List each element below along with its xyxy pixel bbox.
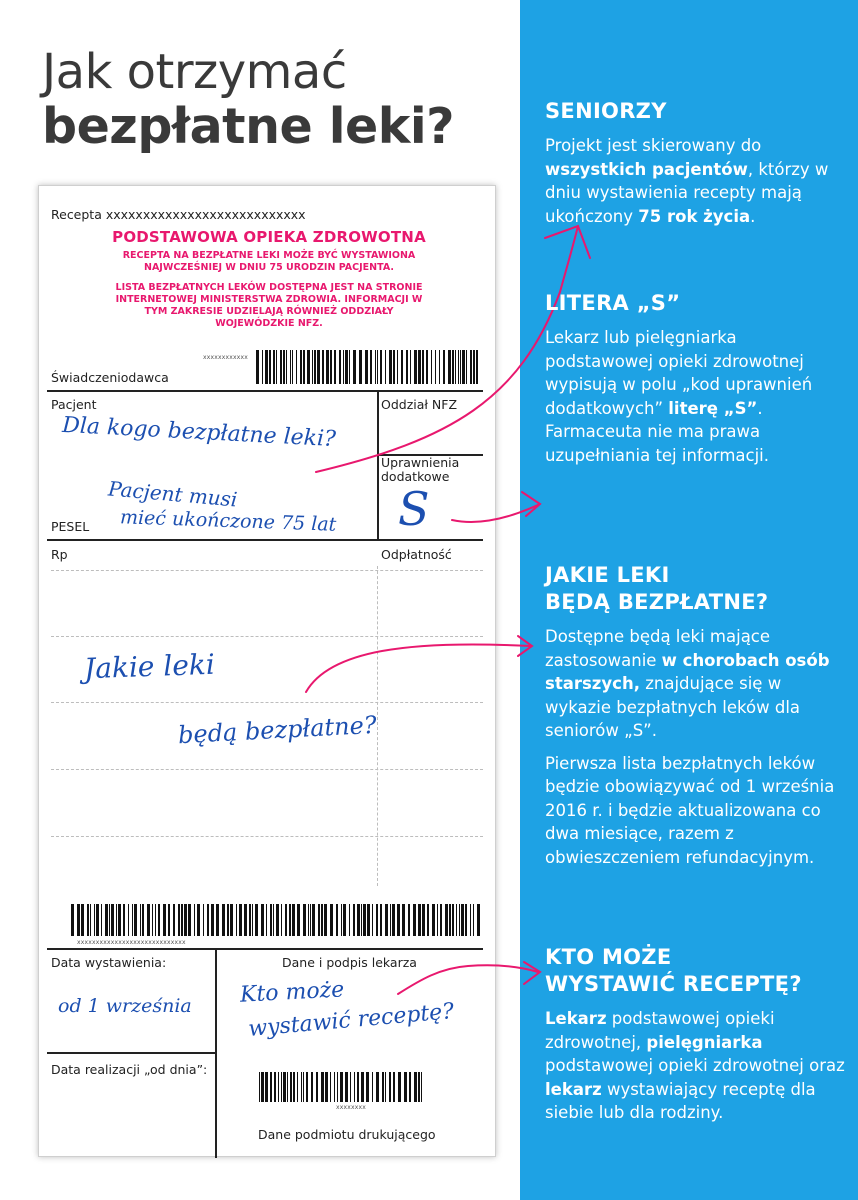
text-litera-1: Lekarz lub pielęgniarka podstawowej opieki zdrowotnej wypisują w polu „kod uprawnień dodatkowych” <box>545 328 813 418</box>
text-seniorzy-1: Projekt jest skierowany do <box>545 136 762 155</box>
barcode3-code: xxxxxxxx <box>336 1104 367 1111</box>
label-oddzial-nfz: Oddział NFZ <box>381 397 458 412</box>
text-litera-2: . Farmaceuta nie ma prawa uzupełniania tej informacji. <box>545 398 769 465</box>
label-dane-podmiotu: Dane podmiotu drukującego <box>258 1127 436 1142</box>
text-jakie-1: Dostępne będą leki mające zastosowanie <box>545 627 771 670</box>
label-odplatnosc: Odpłatność <box>381 547 452 562</box>
heading-seniorzy: SENIORZY <box>545 99 667 123</box>
text-litera-s <box>545 326 845 467</box>
arrow-kto <box>398 965 538 994</box>
text-kto-bold-3: lekarz <box>545 1079 602 1099</box>
arrow-litera-head <box>522 492 540 516</box>
handwriting-jakie-leki: Jakie leki <box>83 647 216 686</box>
text-kto-1: podstawowej opieki zdrowotnej, <box>545 1009 775 1052</box>
page-title-line2: bezpłatne leki? <box>42 98 455 155</box>
section-jakie-leki <box>545 562 845 869</box>
text-seniorzy <box>545 134 845 228</box>
text-seniorzy-2: , którzy w dniu wystawienia recepty mają ukończony <box>545 159 829 226</box>
arrow-kto-head <box>524 962 540 984</box>
text-litera-bold: literę „S” <box>668 398 758 418</box>
label-rp: Rp <box>51 547 68 562</box>
text-kto-2: podstawowej opieki zdrowotnej oraz <box>545 1056 845 1075</box>
text-kto-moze <box>545 1007 845 1125</box>
text-kto-3: wystawiający receptę dla siebie lub dla rodziny. <box>545 1079 816 1122</box>
text-kto-bold-2: pielęgniarka <box>646 1032 763 1052</box>
section-kto-moze <box>545 944 845 1125</box>
handwriting-beda-bezplatne: będą bezpłatne? <box>177 710 378 750</box>
recepta-number: Recepta xxxxxxxxxxxxxxxxxxxxxxxxxxx <box>51 207 306 222</box>
label-swiadczeniodawca: Świadczeniodawca <box>51 370 169 385</box>
text-jakie-leki <box>545 625 845 743</box>
text-jakie-bold: w chorobach osób starszych, <box>545 650 830 693</box>
text-seniorzy-bold-1: wszystkich pacjentów <box>545 159 748 179</box>
stamp-subtitle: RECEPTA NA BEZPŁATNE LEKI MOŻE BYĆ WYSTAWIONA NAJWCZEŚNIEJ W DNIU 75 URODZIN PACJENTA. <box>122 250 416 273</box>
label-data-realizacji: Data realizacji „od dnia”: <box>51 1062 208 1077</box>
page-title-line1: Jak otrzymać <box>42 44 347 100</box>
text-jakie-2: znajdujące się w wykazie bezpłatnych leków dla seniorów „S”. <box>545 674 801 740</box>
text-seniorzy-bold-2: 75 rok życia <box>638 206 751 226</box>
barcode2-code: xxxxxxxxxxxxxxxxxxxxxxxxxxxxx <box>77 939 186 946</box>
handwriting-s-letter: S <box>398 482 430 536</box>
arrow-seniorzy <box>316 226 578 472</box>
heading-kto-moze: KTO MOŻE WYSTAWIĆ RECEPTĘ? <box>545 945 802 996</box>
handwriting-pacjent-musi-2: mieć ukończone 75 lat <box>119 506 337 536</box>
arrow-litera <box>452 504 540 522</box>
stamp-title: PODSTAWOWA OPIEKA ZDROWOTNA <box>112 228 426 246</box>
barcode1-code: xxxxxxxxxxxx <box>203 354 249 361</box>
handwriting-wystawic-recepte: wystawić receptę? <box>247 999 456 1042</box>
text-seniorzy-3: . <box>750 206 756 226</box>
heading-jakie-leki: JAKIE LEKI BĘDĄ BEZPŁATNE? <box>545 563 769 614</box>
stamp-list-info: LISTA BEZPŁATNYCH LEKÓW DOSTĘPNA JEST NA STRONIE INTERNETOWEJ MINISTERSTWA ZDROWIA. INFORMACJI W TYM ZAKRESIE UDZIELAJĄ RÓWNIEŻ ODDZIAŁY WOJEWÓDZKIE NFZ. <box>115 282 423 329</box>
handwriting-kto-moze: Kto może <box>239 977 345 1008</box>
section-seniorzy <box>545 98 845 228</box>
handwriting-od-wrzesnia: od 1 września <box>58 995 192 1017</box>
handwriting-pacjent-musi-1: Pacjent musi <box>107 476 239 512</box>
label-pesel: PESEL <box>51 519 90 534</box>
section-litera-s <box>545 290 845 467</box>
arrow-seniorzy-head <box>545 226 590 258</box>
label-dane-podpis: Dane i podpis lekarza <box>282 955 417 970</box>
heading-litera-s: LITERA „S” <box>545 291 681 315</box>
arrow-jakie <box>306 644 530 692</box>
label-uprawnienia: Uprawnienia dodatkowe <box>381 455 460 484</box>
label-pacjent: Pacjent <box>51 397 97 412</box>
text-kto-bold-1: Lekarz <box>545 1009 607 1028</box>
handwriting-dla-kogo: Dla kogo bezpłatne leki? <box>61 412 337 453</box>
label-data-wystawienia: Data wystawienia: <box>51 955 167 970</box>
text-jakie-leki-2: Pierwsza lista bezpłatnych leków będzie obowiązywać od 1 września 2016 r. i będzie aktualizowana co dwa miesiące, razem z obwieszczeniem refundacyjnym. <box>545 753 835 867</box>
